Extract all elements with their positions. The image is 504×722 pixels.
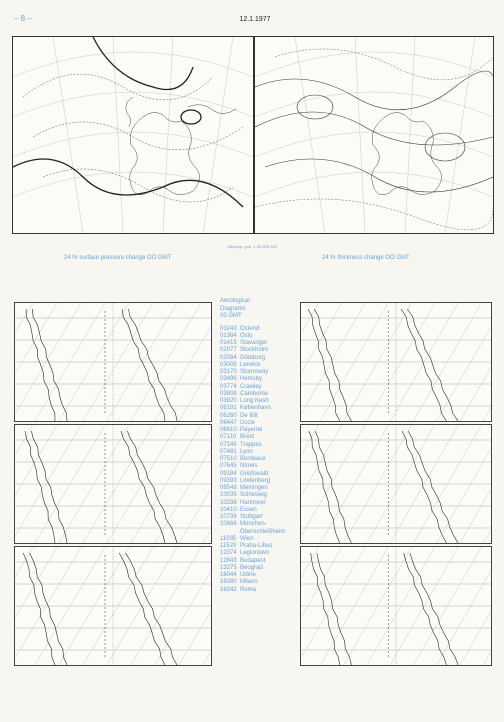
station-row xyxy=(220,326,300,333)
station-id: 16242 xyxy=(220,586,237,593)
station-name: Roma xyxy=(240,586,257,593)
station-id: 10868 xyxy=(220,521,237,528)
page-number: – 8 – xyxy=(14,14,32,23)
station-name: Payerne xyxy=(240,427,263,433)
aerological-diagram xyxy=(300,546,492,666)
aerological-diagram xyxy=(300,302,492,422)
station-list-title-line: Aerological xyxy=(220,298,250,304)
station-row xyxy=(220,420,300,427)
station-row xyxy=(220,333,300,340)
station-name: Wien xyxy=(240,535,254,542)
station-row xyxy=(220,565,300,572)
station-row xyxy=(220,384,300,391)
station-row xyxy=(220,340,300,347)
station-row xyxy=(220,514,300,521)
aerological-diagram xyxy=(14,302,212,422)
station-row xyxy=(220,572,300,579)
station-id: 07510 xyxy=(220,456,237,462)
station-id: 10035 xyxy=(220,492,237,499)
station-id: 10739 xyxy=(220,514,237,520)
station-name: Praha-Libus xyxy=(240,543,273,549)
station-id: 09393 xyxy=(220,477,237,484)
station-id: 03496 xyxy=(220,376,237,383)
station-name: Oslo xyxy=(240,332,253,339)
station-name: Stavanger xyxy=(240,340,268,346)
station-id: 03243 xyxy=(220,325,237,332)
station-row xyxy=(220,442,300,449)
aerological-diagram xyxy=(300,424,492,544)
station-row xyxy=(220,362,300,369)
station-row xyxy=(220,543,300,550)
station-row xyxy=(220,376,300,383)
station-name: Udine xyxy=(240,572,256,578)
station-row xyxy=(220,449,300,456)
projection-note: Stereogr. proj. 1:40 000 000 xyxy=(227,244,277,249)
station-id: 06447 xyxy=(220,419,237,426)
station-name: Stockholm xyxy=(240,347,269,354)
station-row xyxy=(220,485,300,492)
station-id: 06610 xyxy=(220,427,237,433)
aerological-diagram xyxy=(14,424,212,544)
station-name: Essen xyxy=(240,506,257,513)
surface-pressure-change-map xyxy=(12,36,254,234)
station-id xyxy=(220,529,240,536)
station-id: 03920 xyxy=(220,398,237,404)
station-row xyxy=(220,478,300,485)
station-id: 03808 xyxy=(220,390,237,397)
station-name: Camborne xyxy=(240,390,269,397)
station-id: 06181 xyxy=(220,405,237,412)
station-row xyxy=(220,398,300,405)
page-date: 12.1.1977 xyxy=(239,16,271,23)
station-name: München- xyxy=(240,521,267,528)
station-row xyxy=(220,587,300,594)
station-name: Beograd xyxy=(240,564,263,571)
station-row xyxy=(220,434,300,441)
station-row xyxy=(220,456,300,463)
station-name: Trappes xyxy=(240,441,262,448)
station-name: København xyxy=(240,405,271,412)
station-name: Hannover xyxy=(240,499,267,506)
station-id: 11035 xyxy=(220,535,237,542)
station-name: Lyon xyxy=(240,448,253,455)
station-id: 01384 xyxy=(220,332,237,339)
station-name: De Bilt xyxy=(240,412,258,419)
station-list-title-line: 00 GMT xyxy=(220,313,242,319)
station-id: 09184 xyxy=(220,470,237,477)
station-id: 12843 xyxy=(220,557,237,564)
station-id: 12374 xyxy=(220,550,237,557)
station-id: 01415 xyxy=(220,340,237,346)
station-row xyxy=(220,471,300,478)
station-row xyxy=(220,492,300,499)
station-name: Lindenberg xyxy=(240,477,271,484)
station-row xyxy=(220,558,300,565)
station-id: 10410 xyxy=(220,506,237,513)
station-row xyxy=(220,427,300,434)
station-list-title-line: Diagrams xyxy=(220,305,246,312)
station-row xyxy=(220,500,300,507)
station-row xyxy=(220,405,300,412)
station-id: 07145 xyxy=(220,441,237,448)
station-name: Stornoway xyxy=(240,369,269,375)
station-row xyxy=(220,521,300,528)
station-name: Lerwick xyxy=(240,361,261,368)
station-id: 07645 xyxy=(220,463,237,470)
station-name: Greifswald xyxy=(240,470,269,477)
station-name: Ostend xyxy=(240,325,260,332)
station-name: Budapest xyxy=(240,557,266,564)
station-id: 10338 xyxy=(220,499,237,506)
station-id: 09548 xyxy=(220,485,237,491)
station-name: Milano xyxy=(240,579,258,586)
station-name: Stuttgart xyxy=(240,514,263,520)
station-row xyxy=(220,536,300,543)
station-row xyxy=(220,550,300,557)
station-name: Long Kesh xyxy=(240,398,269,404)
station-row xyxy=(220,579,300,586)
station-row xyxy=(220,507,300,514)
station-id: 16044 xyxy=(220,572,237,578)
station-name: Oberschleißheim xyxy=(240,528,286,535)
station-name: Brest xyxy=(240,434,255,441)
station-id: 03005 xyxy=(220,361,237,368)
station-name: Hemsby xyxy=(240,376,263,383)
station-id: 11520 xyxy=(220,543,237,549)
station-name: Meiningen xyxy=(240,485,268,491)
station-name: Göteborg xyxy=(240,354,266,361)
station-id: 02084 xyxy=(220,354,237,361)
left-map-caption: 24 hr surface pressure change OO GMT xyxy=(64,255,172,261)
station-id: 02077 xyxy=(220,347,237,354)
station-name: Nîmes xyxy=(240,463,258,470)
station-id: 13275 xyxy=(220,564,237,571)
station-name: Legionowo xyxy=(240,550,270,557)
station-name: Bordeaux xyxy=(240,456,266,462)
thickness-change-map xyxy=(254,36,494,234)
aerological-diagram xyxy=(14,546,212,666)
station-row xyxy=(220,413,300,420)
station-list xyxy=(220,298,300,594)
station-row xyxy=(220,463,300,470)
station-row xyxy=(220,529,300,536)
station-id: 07110 xyxy=(220,434,237,441)
station-name: Uccle xyxy=(240,419,256,426)
station-row xyxy=(220,391,300,398)
station-row xyxy=(220,347,300,354)
station-id: 03170 xyxy=(220,369,237,375)
right-map-caption: 24 hr thickness change OO GMT xyxy=(322,255,410,261)
station-id: 16080 xyxy=(220,579,237,586)
station-row xyxy=(220,355,300,362)
station-row xyxy=(220,369,300,376)
station-id: 07481 xyxy=(220,448,237,455)
station-id: 03774 xyxy=(220,383,237,390)
station-list-title xyxy=(220,298,300,321)
station-name: Crawley xyxy=(240,383,262,390)
station-id: 06260 xyxy=(220,412,237,419)
station-name: Schleswig xyxy=(240,492,268,499)
